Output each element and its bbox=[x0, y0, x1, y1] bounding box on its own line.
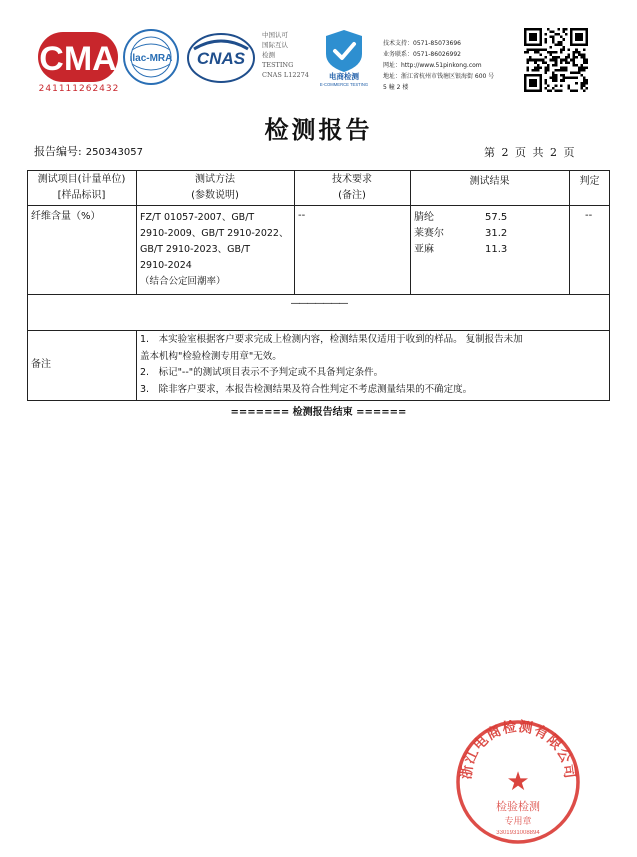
report-number bbox=[34, 143, 143, 159]
page-title: 检测报告 bbox=[264, 115, 373, 144]
results-table bbox=[27, 170, 610, 401]
method-line: GB/T 2910-2023、GB/T bbox=[140, 244, 251, 255]
fiber-value: 57.5 bbox=[485, 212, 508, 223]
qr-code bbox=[524, 28, 588, 92]
method-line: （结合公定回潮率） bbox=[140, 276, 226, 287]
cma-number: 241111262432 bbox=[38, 84, 120, 94]
contact-info bbox=[383, 38, 518, 93]
fiber-name: 莱赛尔 bbox=[414, 228, 444, 239]
report-number-value: 250343057 bbox=[85, 147, 143, 158]
ecommerce-logo-cn: 电商检测 bbox=[329, 72, 359, 81]
page-indicator: 第 2 页 共 2 页 bbox=[484, 146, 575, 159]
cnas-desc-line: 中国认可 bbox=[262, 31, 288, 39]
seal-label-2: 专用章 bbox=[504, 817, 532, 827]
cma-logo bbox=[36, 30, 120, 84]
row-test-item: 纤维含量（%） bbox=[31, 211, 101, 222]
official-seal bbox=[454, 718, 582, 846]
method-line: 2910-2009、GB/T 2910-2022、 bbox=[140, 228, 289, 239]
report-end-marker: ======= 检测报告结束 ====== bbox=[230, 407, 407, 418]
seal-code: 3301931008894 bbox=[496, 830, 540, 836]
header-test-item-line1: 测试项目(计量单位) bbox=[37, 174, 126, 185]
fiber-name: 亚麻 bbox=[414, 244, 434, 255]
cnas-desc-line: TESTING bbox=[262, 61, 294, 69]
ilac-mra-logo bbox=[122, 28, 180, 86]
note-line: 盖本机构"检验检测专用章"无效。 bbox=[140, 350, 282, 362]
ecommerce-logo-en: E-COMMERCE TESTING bbox=[319, 82, 369, 87]
method-line: 2910-2024 bbox=[140, 260, 192, 271]
cnas-description bbox=[262, 30, 314, 80]
header-requirement-line2: (备注) bbox=[338, 190, 366, 201]
header-test-item bbox=[27, 172, 136, 204]
cnas-desc-line: 国际互认 bbox=[262, 41, 288, 49]
ilac-text: ilac-MRA bbox=[129, 53, 173, 64]
result-line bbox=[414, 242, 564, 258]
header-test-result: 测试结果 bbox=[469, 176, 510, 187]
row-judgement: -- bbox=[585, 210, 593, 221]
cma-logo-text: CMA bbox=[39, 40, 117, 78]
contact-address: 地址：浙江省杭州市钱塘区银海街 600 号 bbox=[383, 73, 495, 80]
contact-website: 网址：http://www.51pinkong.com bbox=[383, 62, 482, 69]
cnas-logo bbox=[186, 31, 256, 85]
seal-star-icon: ★ bbox=[506, 767, 530, 797]
cnas-desc-line: CNAS L12274 bbox=[262, 71, 309, 79]
separator-line: ——————— bbox=[290, 298, 347, 309]
ecommerce-testing-logo bbox=[314, 26, 374, 88]
report-number-label: 报告编号: bbox=[34, 145, 82, 158]
header-test-method-line2: (参数说明) bbox=[191, 190, 239, 201]
notes-content bbox=[140, 332, 608, 398]
notes-label: 备注 bbox=[31, 359, 51, 370]
header-requirement-line1: 技术要求 bbox=[332, 174, 372, 185]
contact-phone-support: 技术支持：0571-85073696 bbox=[383, 40, 461, 47]
cnas-desc-line: 检测 bbox=[262, 51, 275, 59]
note-line: 1. 本实验室根据客户要求完成上检测内容，检测结果仅适用于收到的样品。 复制报告未加 bbox=[140, 334, 523, 345]
row-test-method bbox=[140, 210, 294, 290]
result-line bbox=[414, 226, 564, 242]
header-judgement: 判定 bbox=[579, 176, 600, 187]
result-line bbox=[414, 210, 564, 226]
fiber-value: 31.2 bbox=[485, 228, 508, 239]
header-requirement bbox=[294, 172, 410, 204]
note-line: 3. 除非客户要求，本报告检测结果及符合性判定不考虑测量结果的不确定度。 bbox=[140, 383, 473, 395]
seal-label-1: 检验检测 bbox=[496, 800, 540, 813]
method-line: FZ/T 01057-2007、GB/T bbox=[140, 212, 255, 223]
fiber-name: 腈纶 bbox=[414, 212, 434, 223]
row-requirement: -- bbox=[298, 210, 306, 221]
cnas-logo-text: CNAS bbox=[196, 49, 246, 68]
fiber-value: 11.3 bbox=[485, 244, 508, 255]
contact-address-line2: 5 幢 2 楼 bbox=[383, 84, 409, 91]
contact-phone-business: 业务联系：0571-86026992 bbox=[383, 51, 461, 58]
seal-org-name: 浙江电商检测有限公司 bbox=[458, 718, 578, 781]
header-test-method-line1: 测试方法 bbox=[195, 174, 235, 185]
note-line: 2. 标记"--"的测试项目表示不予判定或不具备判定条件。 bbox=[140, 367, 384, 378]
header-test-method bbox=[136, 172, 294, 204]
header-test-item-line2: [样品标识] bbox=[57, 190, 106, 201]
row-results bbox=[414, 210, 564, 258]
